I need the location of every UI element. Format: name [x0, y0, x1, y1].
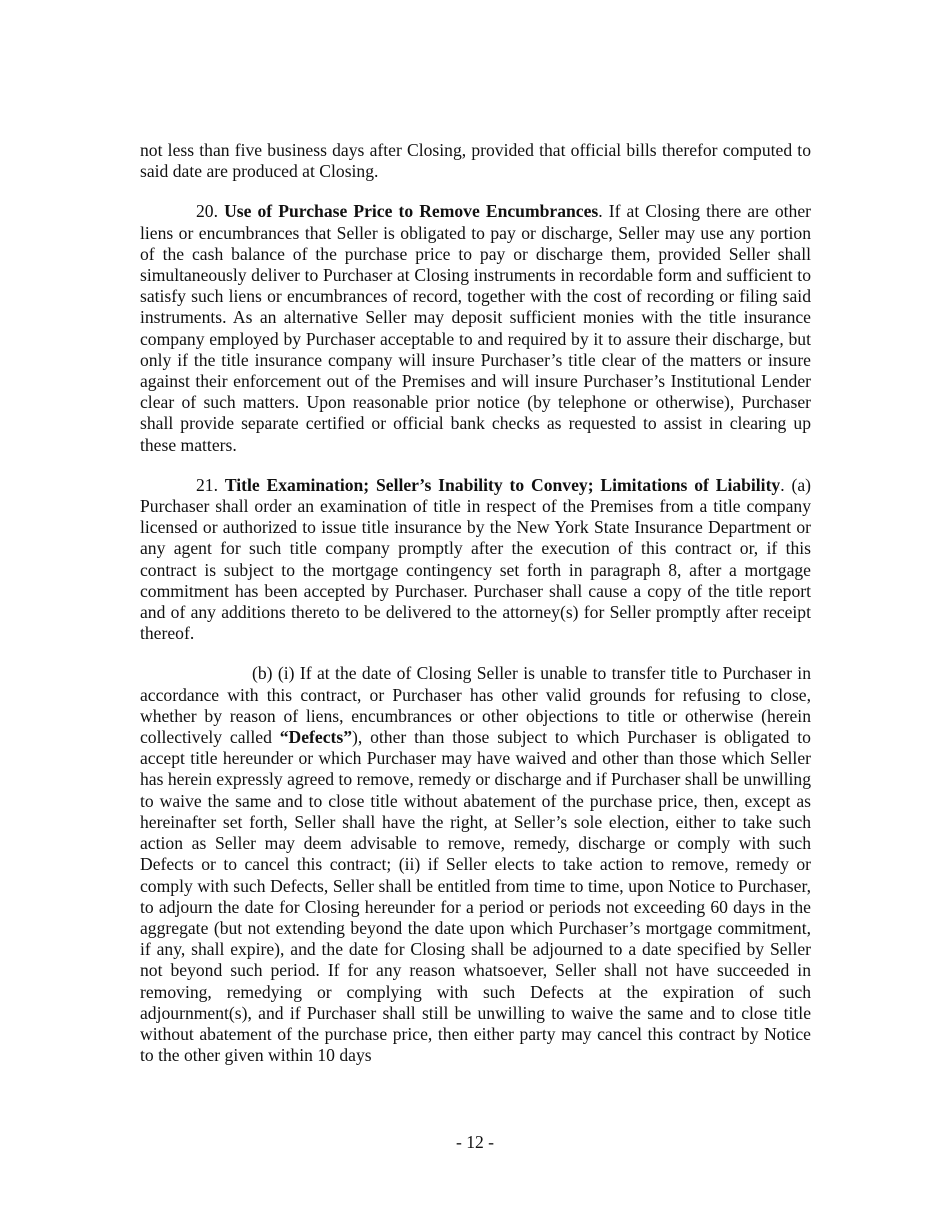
- section-21-b-part1: (b) (i) If at the date of Closing Seller is unable to transfer title to Purchaser in accordance with this contract, or Purchaser has other valid grounds for refusing to close, whether by reason of liens, encumbrances or other objections to title or otherwise (herein collectively called: [140, 663, 811, 748]
- section-20-number: 20.: [196, 201, 225, 222]
- paragraph-continued: [140, 140, 811, 182]
- document-body: [140, 140, 811, 1085]
- section-21-number: 21.: [196, 474, 225, 495]
- section-20-heading: Use of Purchase Price to Remove Encumbrances: [224, 201, 599, 222]
- page-number: - 12 -: [455, 1132, 495, 1152]
- section-21-b-part2: ), other than those subject to which Purchaser is obligated to accept title hereunder or which Purchaser may have waived and other than those which Seller has herein expressly agreed to remove, remedy or discharge and if Purchaser shall be unwilling to waive the same and to close title without abatement of the purchase price, then, except as hereinafter set forth, Seller shall have the right, at Seller’s sole election, either to take such action as Seller may deem advisable to remove, remedy, discharge or comply with such Defects or to cancel this contract; (ii) if Seller elects to take action to remove, remedy or comply with such Defects, Seller shall be entitled from time to time, upon Notice to Purchaser, to adjourn the date for Closing hereunder for a period or periods not exceeding 60 days in the aggregate (but not extending beyond the date upon which Purchaser’s mortgage commitment, if any, shall expire), and the date for Closing shall be adjourned to a date specified by Seller not beyond such period. If for any reason whatsoever, Seller shall not have succeeded in removing, remedying or complying with such Defects at the expiration of such adjournment(s), and if Purchaser shall still be unwilling to waive the same and to close title without abatement of the purchase price, then either party may cancel this contract by Notice to the other given within 10 days: [140, 727, 811, 1066]
- section-20: [140, 201, 811, 455]
- section-20-heading-end: .: [598, 201, 603, 222]
- section-21-b: [140, 663, 811, 1066]
- defined-term-defects: “Defects”: [279, 727, 353, 748]
- section-21-text-a: (a) Purchaser shall order an examination of title in respect of the Premises from a title company licensed or authorized to issue title insurance by the New York State Insurance Department or any agent for such title company promptly after the execution of this contract or, if this contract is subject to the mortgage contingency set forth in paragraph 8, after a mortgage commitment has been accepted by Purchaser. Purchaser shall cause a copy of the title report and of any additions thereto to be delivered to the attorney(s) for Seller promptly after receipt thereof.: [140, 474, 811, 644]
- section-21: [140, 475, 811, 645]
- section-21-heading: Title Examination; Seller’s Inability to Convey; Limitations of Liability: [224, 474, 781, 495]
- paragraph-continued-text: not less than five business days after Closing, provided that official bills therefor computed to said date are produced at Closing.: [140, 140, 811, 182]
- section-21-heading-end: .: [780, 474, 785, 495]
- section-20-text: If at Closing there are other liens or encumbrances that Seller is obligated to pay or discharge, Seller may use any portion of the cash balance of the purchase price to pay or discharge them, provided Seller shall simultaneously deliver to Purchaser at Closing instruments in recordable form and sufficient to satisfy such liens or encumbrances of record, together with the cost of recording or filing said instruments. As an alternative Seller may deposit sufficient monies with the title insurance company employed by Purchaser acceptable to and required by it to assure their discharge, but only if the title insurance company will insure Purchaser’s title clear of the matters or insure against their enforcement out of the Premises and will insure Purchaser’s Institutional Lender clear of such matters. Upon reasonable prior notice (by telephone or otherwise), Purchaser shall provide separate certified or official bank checks as requested to assist in clearing up these matters.: [140, 201, 812, 455]
